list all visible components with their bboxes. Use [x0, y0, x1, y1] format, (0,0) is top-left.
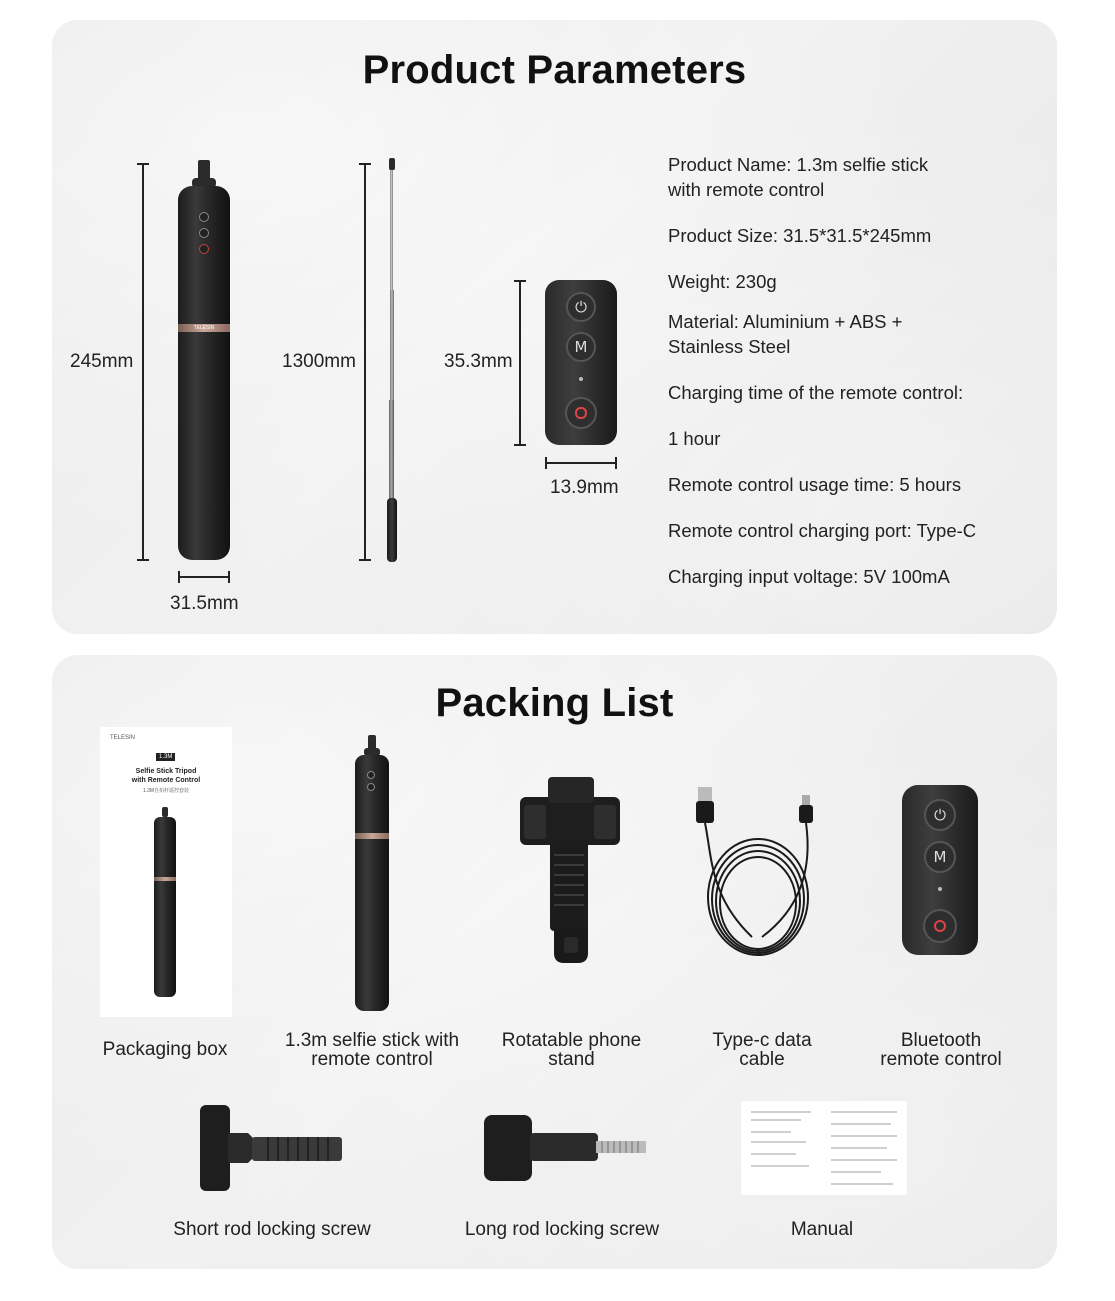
packed-remote-image [902, 785, 978, 955]
packed-mode-icon: M [924, 841, 956, 873]
spec-material: Material: Aluminium + ABS + [668, 311, 903, 332]
remote-height-label: 35.3mm [444, 351, 513, 372]
packaging-box-image [100, 727, 232, 1017]
remote-width-line [545, 462, 617, 464]
box-subtitle: 1.3M自拍杆遥控套装 [142, 788, 190, 794]
phone-stand-image [516, 777, 626, 967]
label-phone-stand-line2: stand [548, 1049, 595, 1070]
selfie-stick-extended-image [384, 158, 400, 562]
height-dimension-line [142, 163, 144, 561]
height-extended-label: 1300mm [282, 351, 356, 372]
stick-brand-label: TELESIN [193, 325, 215, 331]
packing-title: Packing List [435, 681, 674, 725]
label-long-screw: Long rod locking screw [464, 1219, 660, 1240]
product-parameters-panel [52, 20, 1057, 634]
label-phone-stand-line1: Rotatable phone [501, 1030, 642, 1051]
box-name-line2: with Remote Control [131, 777, 201, 784]
width-dimension-line [178, 576, 230, 578]
height-folded-label: 245mm [70, 351, 134, 372]
usb-c-cable-image [692, 787, 832, 967]
label-cable-line2: cable [739, 1049, 785, 1070]
label-short-screw: Short rod locking screw [173, 1219, 371, 1240]
extended-dimension-line [364, 163, 366, 561]
label-remote [852, 1031, 1030, 1069]
power-icon: ⏻ [566, 292, 596, 322]
label-cable-line1: Type-c data [712, 1030, 812, 1051]
remote-control-image [545, 280, 617, 445]
record-icon [565, 397, 597, 429]
label-selfie-stick-line2: remote control [311, 1049, 433, 1070]
remote-height-line [519, 280, 521, 446]
packed-selfie-stick-image [355, 735, 389, 1011]
short-screw-image [198, 1103, 348, 1193]
label-selfie-stick [262, 1031, 482, 1069]
parameters-title: Product Parameters [362, 48, 747, 92]
spec-weight: Weight: 230g [668, 271, 777, 292]
label-selfie-stick-line1: 1.3m selfie stick with [284, 1030, 460, 1051]
manual-image [740, 1100, 908, 1196]
label-packaging-box: Packaging box [102, 1039, 228, 1060]
packed-power-icon: ⏻ [924, 799, 956, 831]
spec-product-name: Product Name: 1.3m selfie stick [668, 154, 929, 175]
box-tag: 1.3M [156, 753, 175, 761]
remote-width-label: 13.9mm [550, 477, 619, 498]
packed-record-icon [923, 909, 957, 943]
long-screw-image [482, 1113, 652, 1183]
spec-charging-port: Remote control charging port: Type-C [668, 520, 977, 541]
box-name-line1: Selfie Stick Tripod [135, 768, 197, 775]
spec-usage-time: Remote control usage time: 5 hours [668, 474, 962, 495]
label-cable [672, 1031, 852, 1069]
label-manual: Manual [790, 1219, 854, 1240]
label-phone-stand [484, 1031, 659, 1069]
spec-charging-time-value: 1 hour [668, 428, 721, 449]
spec-material-cont: Stainless Steel [668, 336, 791, 357]
packing-list-panel [52, 655, 1057, 1269]
spec-charging-time: Charging time of the remote control: [668, 382, 964, 403]
label-remote-line2: remote control [880, 1049, 1002, 1070]
spec-input-voltage: Charging input voltage: 5V 100mA [668, 566, 950, 587]
label-remote-line1: Bluetooth [900, 1030, 982, 1051]
box-name [100, 767, 232, 785]
spec-product-name-cont: with remote control [668, 179, 825, 200]
selfie-stick-folded-image [178, 160, 230, 560]
box-brand: TELESIN [110, 735, 136, 741]
width-label: 31.5mm [170, 593, 239, 614]
spec-product-size: Product Size: 31.5*31.5*245mm [668, 225, 932, 246]
mode-button-icon: M [566, 332, 596, 362]
